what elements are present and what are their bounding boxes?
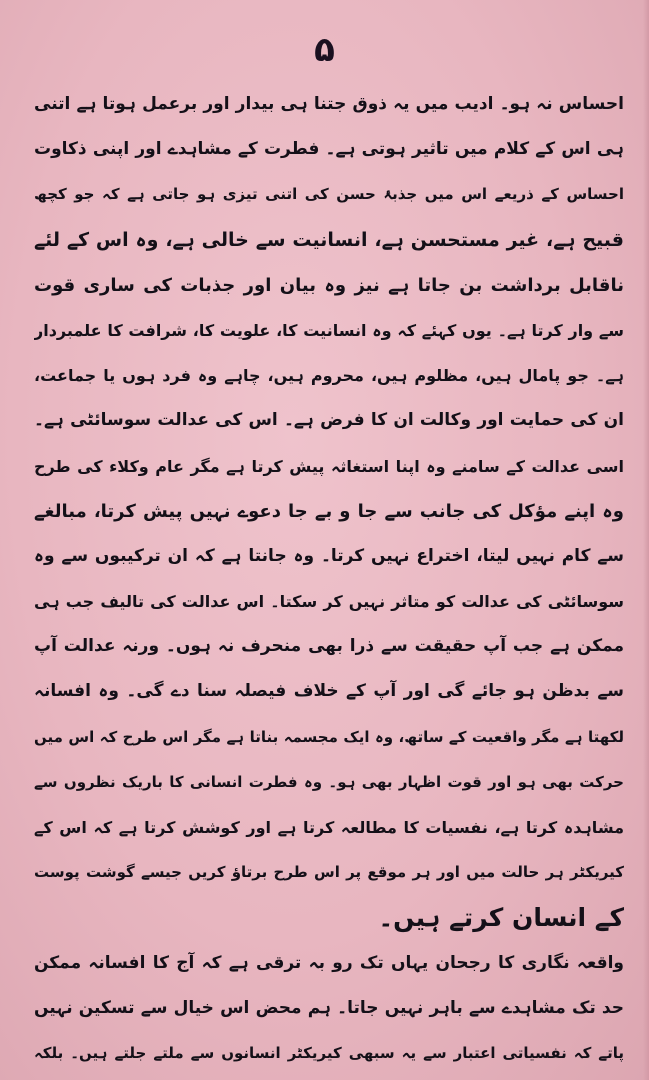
text-line: ناقابل برداشت بن جاتا ہے نیز وہ بیان اور جذبات کی ساری قوت <box>34 274 624 296</box>
text-line: سے بدظن ہو جائے گی اور آپ کے خلاف فیصلہ سنا دے گی۔ وہ افسانہ <box>34 681 624 702</box>
text-line: سے کام نہیں لیتا، اختراع نہیں کرتا۔ وہ جانتا ہے کہ ان ترکیبوں سے وہ <box>34 545 624 566</box>
text-line: ان کی حمایت اور وکالت ان کا فرض ہے۔ اس کی عدالت سوسائٹی ہے۔ <box>34 410 624 431</box>
text-line: ہے۔ جو پامال ہیں، مظلوم ہیں، محروم ہیں، چاہے وہ فرد ہوں یا جماعت، <box>34 366 624 386</box>
text-line: ممکن ہے جب آپ حقیقت سے ذرا بھی منحرف نہ ہوں۔ ورنہ عدالت آپ <box>34 636 624 657</box>
text-line: قبیح ہے، غیر مستحسن ہے، انسانیت سے خالی ہے، وہ اس کے لئے <box>34 228 624 251</box>
body-text <box>34 82 624 1076</box>
text-line: ہی اس کے کلام میں تاثیر ہوتی ہے۔ فطرت کے مشاہدے اور اپنی ذکاوت <box>34 139 624 160</box>
text-line: احساس کے ذریعے اس میں جذبۂ حسن کی اتنی تیزی ہو جاتی ہے کہ جو کچھ <box>34 185 624 204</box>
text-line: کیریکٹر ہر حالت میں اور ہر موقع پر اس طرح برتاؤ کریں جیسے گوشت پوست <box>34 863 624 882</box>
text-line: وہ اپنے مؤکل کی جانب سے جا و بے جا دعوے نہیں پیش کرتا، مبالغے <box>34 500 624 522</box>
page-number: ۵ <box>314 30 335 70</box>
text-line: کے انسان کرتے ہیں۔ <box>378 903 624 933</box>
text-line: لکھتا ہے مگر واقعیت کے ساتھ، وہ ایک مجسمہ بناتا ہے مگر اس طرح کہ اس میں <box>34 727 624 746</box>
text-line: مشاہدہ کرتا ہے، نفسیات کا مطالعہ کرتا ہے اور کوشش کرتا ہے کہ اس کے <box>34 818 624 837</box>
text-line: پاتے کہ نفسیاتی اعتبار سے یہ سبھی کیریکٹر انسانوں سے ملتے جلتے ہیں۔ بلکہ <box>34 1043 624 1062</box>
text-line: اسی عدالت کے سامنے وہ اپنا استغاثہ پیش کرتا ہے مگر عام وکلاء کی طرح <box>34 456 624 476</box>
text-line: سوسائٹی کی عدالت کو متاثر نہیں کر سکتا۔ اس عدالت کی تالیف جب ہی <box>34 592 624 612</box>
text-line: حد تک مشاہدے سے باہر نہیں جاتا۔ ہم محض اس خیال سے تسکین نہیں <box>34 997 624 1018</box>
text-line: حرکت بھی ہو اور قوت اظہار بھی ہو۔ وہ فطرت انسانی کا باریک نظروں سے <box>34 772 624 791</box>
text-line: احساس نہ ہو۔ ادیب میں یہ ذوق جتنا ہی بیدار اور برعمل ہوتا ہے اتنی <box>34 94 624 114</box>
text-line: واقعہ نگاری کا رجحان یہاں تک رو بہ ترقی ہے کہ آج کا افسانہ ممکن <box>34 952 624 973</box>
page-edge-shadow <box>643 0 649 1080</box>
text-line: سے وار کرتا ہے۔ یوں کہئے کہ وہ انسانیت کا، علویت کا، شرافت کا علمبردار <box>34 320 624 340</box>
